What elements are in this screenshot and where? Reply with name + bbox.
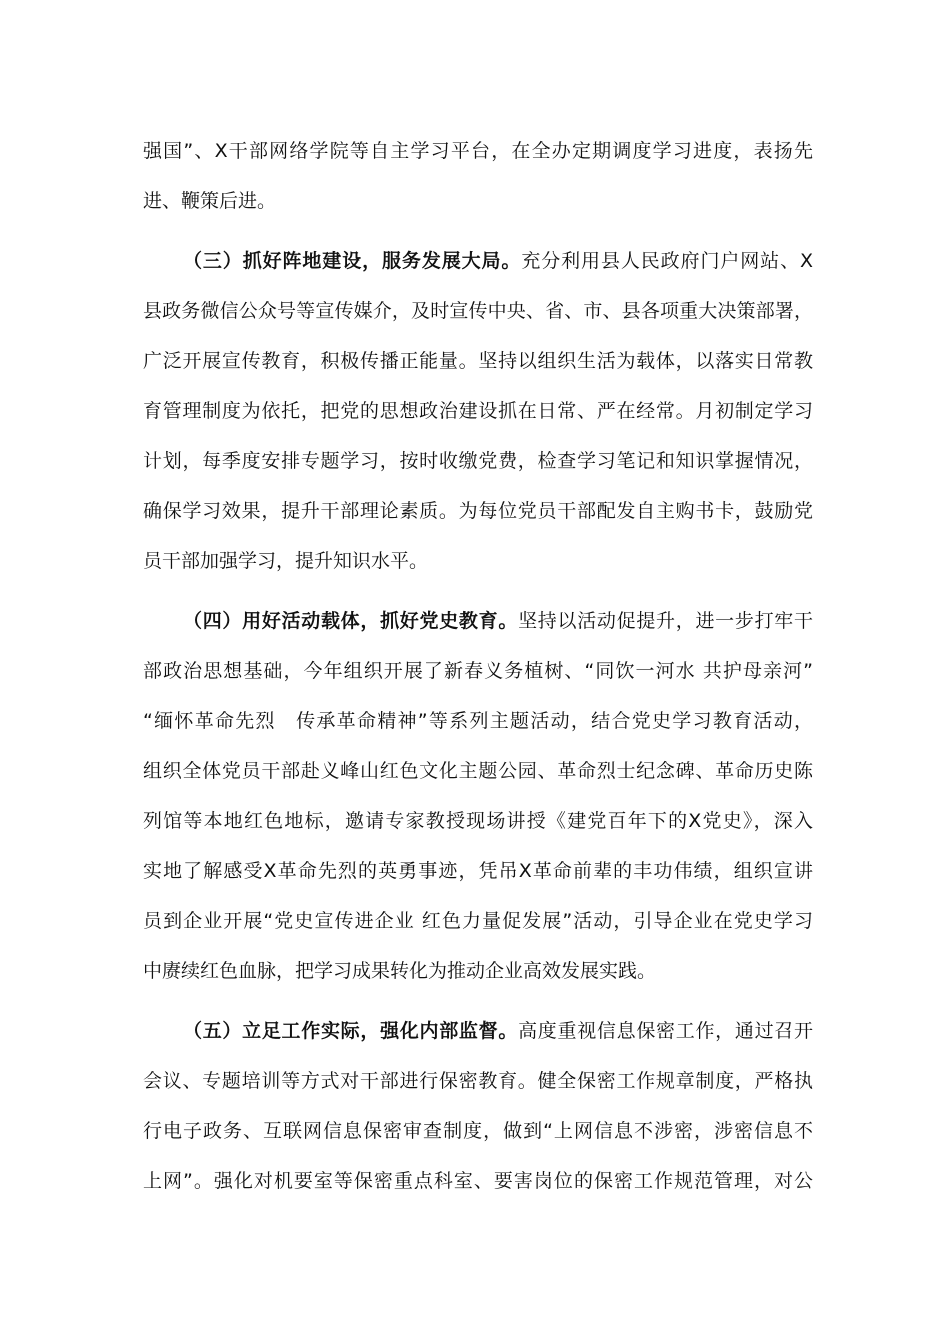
- paragraph-line: 强国”、X干部网络学院等自主学习平台，在全办定期调度学习进度，表扬先: [143, 140, 813, 162]
- section-5-first-line-text: 高度重视信息保密工作，通过召开: [518, 1020, 813, 1042]
- paragraph-line: 行电子政务、互联网信息保密审查制度，做到“上网信息不涉密，涉密信息不: [143, 1120, 813, 1142]
- section-3-first-line-text: 充分利用县人民政府门户网站、X: [521, 250, 813, 272]
- section-4-first-line-text: 坚持以活动促提升，进一步打牢干: [518, 610, 813, 632]
- section-3-first-line: [183, 245, 813, 277]
- paragraph-line: 组织全体党员干部赴义峰山红色文化主题公园、革命烈士纪念碑、革命历史陈: [143, 760, 813, 782]
- paragraph-line: 部政治思想基础，今年组织开展了新春义务植树、“同饮一河水 共护母亲河”: [143, 660, 813, 682]
- paragraph-line: 员到企业开展“党史宣传进企业 红色力量促发展”活动，引导企业在党史学习: [143, 910, 813, 932]
- paragraph-line: 员干部加强学习，提升知识水平。: [143, 550, 429, 572]
- paragraph-line: 会议、专题培训等方式对干部进行保密教育。健全保密工作规章制度，严格执: [143, 1070, 813, 1092]
- paragraph-line: 上网”。强化对机要室等保密重点科室、要害岗位的保密工作规范管理，对公: [143, 1170, 813, 1192]
- paragraph-line: 列馆等本地红色地标，邀请专家教授现场讲授《建党百年下的X党史》，深入: [143, 810, 813, 832]
- section-5-heading: （五）立足工作实际，强化内部监督。: [183, 1020, 519, 1042]
- paragraph-line: 广泛开展宣传教育，积极传播正能量。坚持以组织生活为载体，以落实日常教: [143, 350, 813, 372]
- paragraph-line: 县政务微信公众号等宣传媒介，及时宣传中央、省、市、县各项重大决策部署，: [143, 300, 813, 322]
- section-4-first-line: [183, 605, 813, 637]
- paragraph-line: “缅怀革命先烈 传承革命精神”等系列主题活动，结合党史学习教育活动，: [143, 710, 813, 732]
- paragraph-line: 计划，每季度安排专题学习，按时收缴党费，检查学习笔记和知识掌握情况，: [143, 450, 813, 472]
- paragraph-line: 育管理制度为依托，把党的思想政治建设抓在日常、严在经常。月初制定学习: [143, 400, 813, 422]
- section-4-heading: （四）用好活动载体，抓好党史教育。: [183, 610, 519, 632]
- paragraph-line: 中赓续红色血脉，把学习成果转化为推动企业高效发展实践。: [143, 960, 657, 982]
- paragraph-line: 进、鞭策后进。: [143, 190, 277, 212]
- section-5-first-line: [183, 1015, 813, 1047]
- paragraph-line: 实地了解感受X革命先烈的英勇事迹，凭吊X革命前辈的丰功伟绩，组织宣讲: [143, 860, 813, 882]
- paragraph-line: 确保学习效果，提升干部理论素质。为每位党员干部配发自主购书卡，鼓励党: [143, 500, 813, 522]
- section-3-heading: （三）抓好阵地建设，服务发展大局。: [183, 250, 522, 272]
